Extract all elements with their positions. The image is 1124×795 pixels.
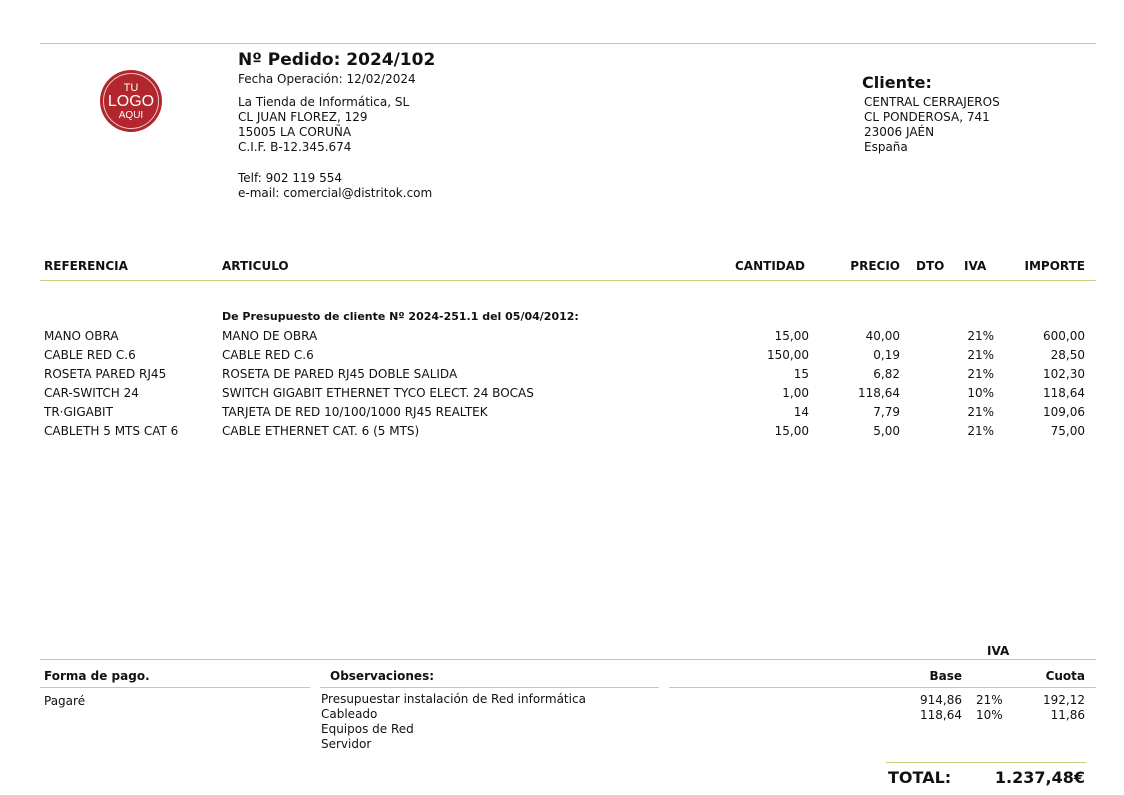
cell-price: 118,64 [858, 386, 900, 400]
note-line: Cableado [321, 707, 378, 721]
tax-base: 118,64 [920, 708, 962, 722]
top-divider [40, 43, 1096, 44]
company-name: La Tienda de Informática, SL [238, 95, 410, 109]
total-amount: 1.237,48€ [994, 768, 1085, 787]
payment-method: Pagaré [44, 694, 86, 708]
cell-article: ROSETA DE PARED RJ45 DOBLE SALIDA [222, 367, 458, 381]
table-row [0, 367, 1124, 386]
cell-ref: TR·GIGABIT [44, 405, 113, 419]
cell-price: 6,82 [873, 367, 900, 381]
client-address [864, 95, 1000, 155]
notes-heading: Observaciones: [330, 669, 435, 683]
cell-ref: ROSETA PARED RJ45 [44, 367, 167, 381]
client-heading: Cliente: [862, 73, 932, 92]
company-phone: Telf: 902 119 554 [238, 171, 343, 185]
total-label: TOTAL: [888, 768, 952, 787]
cell-iva: 21% [967, 424, 994, 438]
client-street: CL PONDEROSA, 741 [864, 110, 990, 124]
tax-rate: 10% [976, 708, 1003, 722]
cell-iva: 21% [967, 367, 994, 381]
cell-amount: 102,30 [1043, 367, 1085, 381]
table-row [0, 348, 1124, 367]
company-cif: C.I.F. B-12.345.674 [238, 140, 352, 154]
table-row [0, 329, 1124, 348]
header-articulo: ARTICULO [222, 259, 289, 273]
cell-iva: 21% [967, 329, 994, 343]
cell-qty: 150,00 [767, 348, 809, 362]
cell-price: 0,19 [873, 348, 900, 362]
tax-row [0, 708, 1124, 723]
table-row [0, 386, 1124, 405]
cell-article: TARJETA DE RED 10/100/1000 RJ45 REALTEK [222, 405, 488, 419]
table-row [0, 405, 1124, 424]
company-street: CL JUAN FLOREZ, 129 [238, 110, 368, 124]
payment-heading-underline [40, 687, 310, 688]
cell-article: SWITCH GIGABIT ETHERNET TYCO ELECT. 24 BOCAS [222, 386, 534, 400]
cell-article: CABLE ETHERNET CAT. 6 (5 MTS) [222, 424, 420, 438]
cell-iva: 10% [967, 386, 994, 400]
company-city: 15005 LA CORUÑA [238, 125, 352, 139]
cell-amount: 118,64 [1043, 386, 1085, 400]
group-title: De Presupuesto de cliente Nº 2024-251.1 del 05/04/2012: [222, 310, 579, 323]
cell-qty: 15 [793, 367, 809, 381]
tax-cuota: 192,12 [1043, 693, 1085, 707]
table-header [0, 259, 1124, 278]
cell-ref: MANO OBRA [44, 329, 119, 343]
company-email: e-mail: comercial@distritok.com [238, 186, 433, 200]
cell-ref: CAR-SWITCH 24 [44, 386, 139, 400]
company-address [238, 95, 409, 155]
footer-divider [40, 659, 1096, 660]
header-dto: DTO [916, 259, 945, 273]
cell-amount: 75,00 [1050, 424, 1085, 438]
order-number: Nº Pedido: 2024/102 [238, 50, 436, 70]
iva-heading: IVA [987, 644, 1010, 658]
cell-amount: 109,06 [1043, 405, 1085, 419]
cell-price: 5,00 [873, 424, 900, 438]
cell-qty: 15,00 [774, 424, 809, 438]
tax-row [0, 693, 1124, 708]
tax-rate: 21% [976, 693, 1003, 707]
company-logo [100, 70, 162, 132]
cell-article: CABLE RED C.6 [222, 348, 314, 362]
cell-amount: 600,00 [1043, 329, 1085, 343]
note-line: Equipos de Red [321, 722, 414, 736]
tax-base: 914,86 [920, 693, 962, 707]
note-line: Presupuestar instalación de Red informática [321, 692, 586, 706]
note-line: Servidor [321, 737, 372, 751]
client-name: CENTRAL CERRAJEROS [864, 95, 1000, 109]
logo-text-line1: TU [123, 82, 139, 94]
logo-text-line2: LOGO [107, 93, 155, 110]
base-heading: Base [929, 669, 962, 683]
cell-ref: CABLETH 5 MTS CAT 6 [44, 424, 179, 438]
header-iva: IVA [964, 259, 987, 273]
company-contact [238, 171, 432, 201]
cell-iva: 21% [967, 348, 994, 362]
client-country: España [864, 140, 908, 154]
cuota-heading: Cuota [1045, 669, 1085, 683]
header-cantidad: CANTIDAD [735, 259, 805, 273]
table-header-divider [40, 280, 1096, 281]
cell-price: 40,00 [865, 329, 900, 343]
cell-price: 7,79 [873, 405, 900, 419]
tax-heading-underline [669, 687, 1096, 688]
cell-ref: CABLE RED C.6 [44, 348, 136, 362]
table-row [0, 424, 1124, 443]
header-importe: IMPORTE [1024, 259, 1085, 273]
header-precio: PRECIO [850, 259, 900, 273]
total-divider [886, 762, 1086, 763]
payment-heading: Forma de pago. [44, 669, 150, 683]
cell-article: MANO DE OBRA [222, 329, 318, 343]
cell-iva: 21% [967, 405, 994, 419]
client-city: 23006 JAÉN [864, 125, 935, 139]
cell-amount: 28,50 [1050, 348, 1085, 362]
notes-heading-underline [320, 687, 659, 688]
cell-qty: 15,00 [774, 329, 809, 343]
header-referencia: REFERENCIA [44, 259, 128, 273]
cell-qty: 1,00 [782, 386, 809, 400]
logo-text-line3: AQUI [118, 110, 144, 121]
order-date: Fecha Operación: 12/02/2024 [238, 72, 416, 86]
cell-qty: 14 [793, 405, 809, 419]
tax-cuota: 11,86 [1050, 708, 1085, 722]
